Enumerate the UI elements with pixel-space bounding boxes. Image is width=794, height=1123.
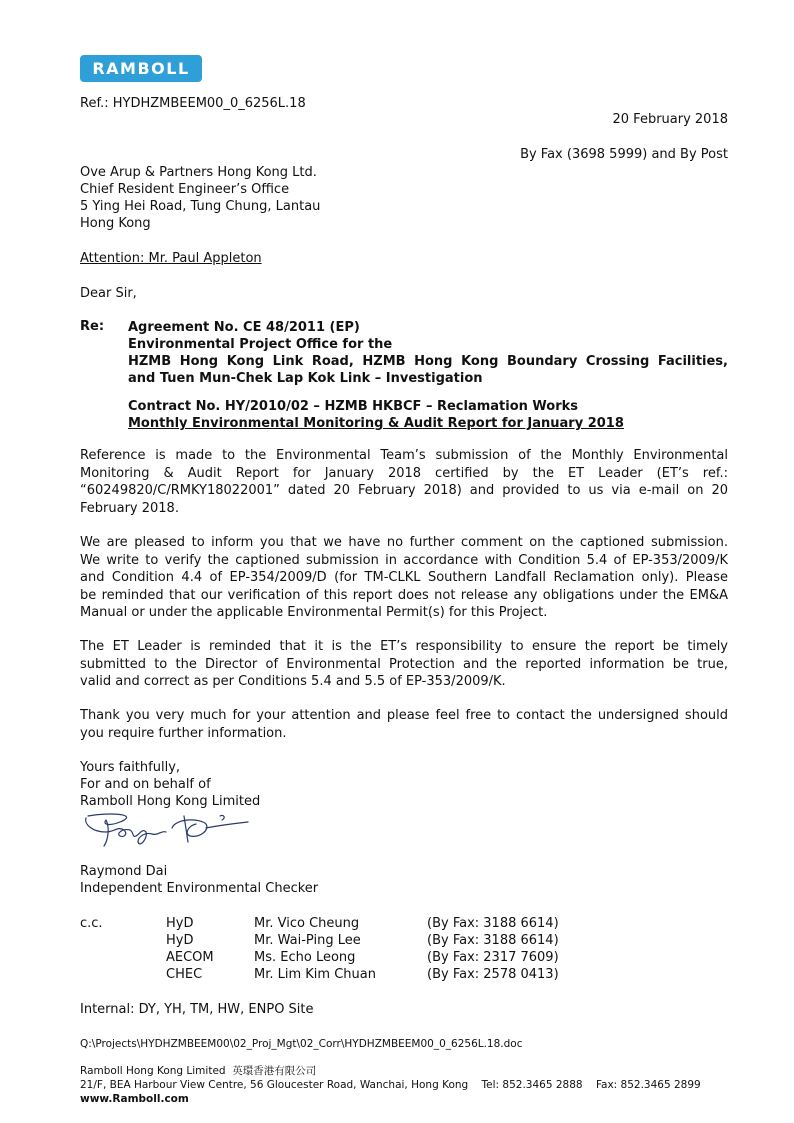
cc-label: c.c.: [80, 916, 103, 931]
cc-row-name: Mr. Vico Cheung: [254, 916, 360, 931]
paragraph-line: February 2018.: [80, 500, 179, 516]
cc-row-org: HyD: [166, 916, 194, 931]
body-paragraph: [80, 534, 728, 622]
re-label: Re:: [80, 319, 105, 334]
signatory-name: Raymond Dai: [80, 864, 168, 879]
internal-distribution: Internal: DY, YH, TM, HW, ENPO Site: [80, 1002, 314, 1017]
footer-company: [80, 1064, 316, 1078]
paragraph-line: you require further information.: [80, 725, 287, 741]
cc-row-org: CHEC: [166, 967, 203, 982]
attention-line: Attention: Mr. Paul Appleton: [80, 251, 262, 266]
logo-text: RAMBOLL: [92, 59, 190, 78]
paragraph-line: Reference is made to the Environmental Team’s submission of the Monthly Environmental: [80, 448, 728, 463]
cc-row-name: Ms. Echo Leong: [254, 950, 356, 965]
reference-number: Ref.: HYDHZMBEEM00_0_6256L.18: [80, 96, 306, 111]
closing-line: For and on behalf of: [80, 777, 211, 792]
cc-row-fax: (By Fax: 2578 0413): [427, 967, 559, 982]
paragraph-line: and Condition 4.4 of EP-354/2009/D (for TM-CLKL Southern Landfall Reclamation only). Please: [80, 570, 728, 585]
address-line: Hong Kong: [80, 216, 151, 231]
body-paragraph: [80, 707, 728, 742]
address-line: Ove Arup & Partners Hong Kong Ltd.: [80, 165, 317, 180]
paragraph-line: We write to verify the captioned submission in accordance with Condition 5.4 of EP-353/2009/K: [80, 552, 728, 568]
company-logo: [80, 55, 202, 82]
footer-contact: [80, 1078, 720, 1092]
delivery-method: By Fax (3698 5999) and By Post: [520, 147, 728, 162]
re-line: Agreement No. CE 48/2011 (EP): [128, 320, 360, 335]
footer-website[interactable]: www.Ramboll.com: [80, 1093, 189, 1105]
handwritten-signature: [80, 808, 255, 853]
address-line: 5 Ying Hei Road, Tung Chung, Lantau: [80, 199, 321, 214]
cc-row-fax: (By Fax: 2317 7609): [427, 950, 559, 965]
re-subject: [128, 319, 728, 387]
paragraph-line: “60249820/C/RMKY18022001” dated 20 February 2018) and provided to us via e-mail on 20: [80, 483, 728, 498]
cc-row-org: HyD: [166, 933, 194, 948]
cc-row-fax: (By Fax: 3188 6614): [427, 933, 559, 948]
signatory-title: Independent Environmental Checker: [80, 881, 319, 896]
paragraph-line: Manual or under the applicable Environmental Permit(s) for this Project.: [80, 605, 548, 620]
salutation: Dear Sir,: [80, 286, 137, 301]
address-line: Chief Resident Engineer’s Office: [80, 182, 290, 197]
contract-block: [128, 398, 728, 432]
cc-row-fax: (By Fax: 3188 6614): [427, 916, 559, 931]
closing-line: Ramboll Hong Kong Limited: [80, 794, 261, 809]
paragraph-line: We are pleased to inform you that we have no further comment on the captioned submission.: [80, 535, 728, 550]
re-line: and Tuen Mun-Chek Lap Kok Link – Investigation: [128, 371, 483, 386]
re-line: HZMB Hong Kong Link Road, HZMB Hong Kong Boundary Crossing Facilities,: [128, 354, 728, 369]
body-paragraph: [80, 447, 728, 517]
cc-row-name: Mr. Lim Kim Chuan: [254, 967, 376, 982]
footer-tel: Tel: 852.3465 2888: [481, 1079, 583, 1091]
paragraph-line: Monitoring & Audit Report for January 2018 certified by the ET Leader (ET’s ref.:: [80, 465, 728, 481]
footer-company-chinese: 英環香港有限公司: [232, 1065, 317, 1077]
paragraph-line: valid and correct as per Conditions 5.4 and 5.5 of EP-353/2009/K.: [80, 674, 506, 689]
paragraph-line: Thank you very much for your attention and please feel free to contact the undersigned should: [80, 708, 728, 723]
letter-date: 20 February 2018: [612, 112, 728, 127]
paragraph-line: The ET Leader is reminded that it is the ET’s responsibility to ensure the report be timely: [80, 639, 728, 654]
file-path: Q:\Projects\HYDHZMBEEM00\02_Proj_Mgt\02_Corr\HYDHZMBEEM00_0_6256L.18.doc: [80, 1038, 523, 1050]
paragraph-line: submitted to the Director of Environmental Protection and the reported information be true,: [80, 656, 728, 672]
cc-row-name: Mr. Wai-Ping Lee: [254, 933, 361, 948]
closing-line: Yours faithfully,: [80, 760, 181, 775]
paragraph-line: be reminded that our verification of this report does not release any obligations under the EM&A: [80, 587, 728, 603]
footer-fax: Fax: 852.3465 2899: [595, 1079, 701, 1091]
contract-line: Contract No. HY/2010/02 – HZMB HKBCF – Reclamation Works: [128, 399, 579, 414]
report-title: Monthly Environmental Monitoring & Audit Report for January 2018: [128, 416, 624, 431]
cc-row-org: AECOM: [166, 950, 214, 965]
re-line: Environmental Project Office for the: [128, 337, 393, 352]
footer-address: 21/F, BEA Harbour View Centre, 56 Gloucester Road, Wanchai, Hong Kong: [80, 1079, 469, 1091]
body-paragraph: [80, 638, 728, 691]
footer-company-name: Ramboll Hong Kong Limited: [80, 1065, 226, 1077]
